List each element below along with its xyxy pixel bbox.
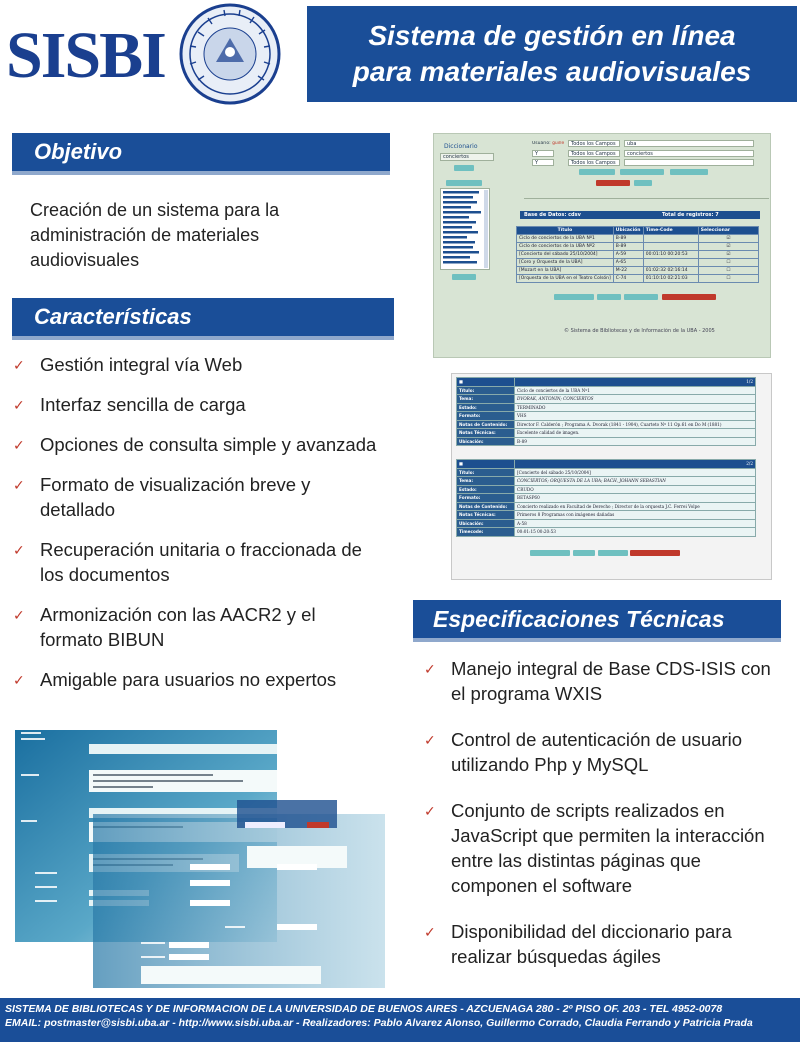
data-entry-collage xyxy=(15,730,385,988)
copyright-note: © Sistema de Bibliotecas y de Información de la UBA - 2005 xyxy=(564,328,715,334)
check-icon: ✓ xyxy=(13,542,25,558)
check-icon: ✓ xyxy=(13,357,25,373)
title-banner xyxy=(307,6,797,102)
dictionary-list[interactable] xyxy=(440,188,490,270)
check-icon: ✓ xyxy=(13,607,25,623)
dictionary-search-button[interactable] xyxy=(454,165,474,171)
query-label: Usuario: guille xyxy=(532,141,565,146)
results-table: Título Ubicación Time-Code Seleccionar Ciclo de conciertos de la UBA Nº1 B-89 ☑ Ciclo de conciertos de la UBA Nº2 B-89 ☑ [Concierto del sábado 25/10/2004] A-59 00:01:10 00:20:53 ☑ [Coro y Orquesta de la UBA] A-65 ☐ [Mozart en la UBA] M-22 01:02:32 02:16:14 ☐ [Orquesta de la UBA en el Teatro Colsón] C-74 01:10:10 02:21:03 ☐ xyxy=(516,226,759,283)
detail-select-all-button[interactable] xyxy=(530,550,570,556)
query-input-3[interactable] xyxy=(624,159,754,166)
list-item: ✓ Armonización con las AACR2 y el formato BIBUN xyxy=(13,604,316,650)
table-row[interactable]: Ciclo de conciertos de la UBA Nº1 B-89 ☑ xyxy=(517,235,759,243)
especificaciones-heading: Especificaciones Técnicas xyxy=(413,600,781,638)
check-icon: ✓ xyxy=(13,672,25,688)
sisbi-logo xyxy=(0,0,300,110)
logo-text: SISBI xyxy=(6,19,165,92)
check-icon: ✓ xyxy=(424,732,436,748)
dictionary-input[interactable]: conciertos xyxy=(440,153,494,161)
delete-selected-button[interactable] xyxy=(662,294,716,300)
objetivo-text: Creación de un sistema para la administración de materiales audiovisuales xyxy=(30,200,280,270)
caracteristicas-heading: Características xyxy=(12,298,394,336)
data-entry-forms-image xyxy=(15,730,385,988)
check-icon: ✓ xyxy=(13,397,25,413)
table-row[interactable]: [Coro y Orquesta de la UBA] A-65 ☐ xyxy=(517,259,759,267)
detail-delete-button[interactable] xyxy=(630,550,680,556)
caracteristicas-list xyxy=(13,352,383,692)
select-all-button[interactable] xyxy=(554,294,594,300)
list-item: ✓ Disponibilidad del diccionario para realizar búsquedas ágiles xyxy=(424,921,732,967)
table-row[interactable]: Ciclo de conciertos de la UBA Nº2 B-89 ☑ xyxy=(517,243,759,251)
detail-format-button[interactable] xyxy=(573,550,595,556)
title-line-1: Sistema de gestión en línea xyxy=(368,20,736,51)
field-select-3[interactable]: Todos los Campos xyxy=(568,159,620,166)
dictionary-ok-button[interactable] xyxy=(452,274,476,280)
list-item: ✓ Amigable para usuarios no expertos xyxy=(13,667,383,692)
list-item: ✓ Conjunto de scripts realizados en JavaScript que permiten la interacción entre las distintas páginas que componen el software xyxy=(424,800,765,896)
search-submit-button[interactable] xyxy=(596,180,630,186)
table-row[interactable]: [Concierto del sábado 25/10/2004] A-59 00:01:10 00:20:53 ☑ xyxy=(517,251,759,259)
detail-view-button[interactable] xyxy=(598,550,628,556)
detail-screenshot xyxy=(451,373,772,580)
field-select-1[interactable]: Todos los Campos xyxy=(568,140,620,147)
advanced-search-button[interactable] xyxy=(620,169,664,175)
clear-button[interactable] xyxy=(634,180,652,186)
list-item: ✓ Recuperación unitaria o fraccionada de los documentos xyxy=(13,539,362,585)
field-select-2[interactable]: Todos los Campos xyxy=(568,150,620,157)
view-selected-button[interactable] xyxy=(624,294,658,300)
list-item: ✓ Control de autenticación de usuario utilizando Php y MySQL xyxy=(424,729,743,775)
table-row[interactable]: [Orquesta de la UBA en el Teatro Colsón] C-74 01:10:10 02:21:03 ☐ xyxy=(517,275,759,283)
list-item: ✓ Manejo integral de Base CDS-ISIS con el programa WXIS xyxy=(424,658,771,704)
objetivo-heading: Objetivo xyxy=(12,133,390,171)
divider xyxy=(524,198,769,199)
dictionary-add-button[interactable] xyxy=(446,180,482,186)
record-2-table: ■ 2/2 Título: [Concierto del sábado 25/10/2004] Tema: CONCIERTOS; ORQUESTA DE LA UBA; BACH, JOHANN SEBASTIAN Estado: CRUDO Formato: BETASP60 Notas de Contenido: Concierto realizado en Facultad de Derecho ; Director de la orquesta J.C. Ferrei Volpe Notas Técnicas: Primeros 8 Programas con imágenes dañadas Ubicación: A-58 Timecode: 00:01:15 00:20:53 xyxy=(456,459,756,537)
check-icon: ✓ xyxy=(424,803,436,819)
instructions-button[interactable] xyxy=(670,169,708,175)
operator-select-2[interactable]: Y xyxy=(532,159,554,166)
list-item: ✓ Gestión integral vía Web xyxy=(13,352,383,377)
results-header-bar: Base de Datos: cdsv Total de registros: 7 xyxy=(520,211,760,219)
dictionary-entries xyxy=(441,189,489,269)
query-input-2[interactable]: conciertos xyxy=(624,150,754,157)
search-screenshot xyxy=(433,133,771,358)
table-row[interactable]: [Mozart en la UBA] M-22 01:02:32 02:16:14 ☐ xyxy=(517,267,759,275)
check-icon: ✓ xyxy=(424,924,436,940)
format-button[interactable] xyxy=(597,294,621,300)
list-item: ✓ Opciones de consulta simple y avanzada xyxy=(13,432,383,457)
query-input-1[interactable]: uba xyxy=(624,140,754,147)
dictionary-label: Diccionario xyxy=(444,143,478,150)
operator-select-1[interactable]: Y xyxy=(532,150,554,157)
check-icon: ✓ xyxy=(13,437,25,453)
uba-seal-icon xyxy=(178,2,282,106)
footer-address: SISTEMA DE BIBLIOTECAS Y DE INFORMACION DE LA UNIVERSIDAD DE BUENOS AIRES - AZCUENAGA 280 - 2º PISO OF. 203 - TEL 4952-0078 xyxy=(5,1003,723,1015)
especificaciones-list xyxy=(424,656,779,969)
list-item: ✓ Formato de visualización breve y detallado xyxy=(13,474,311,520)
title-line-2: para materiales audiovisuales xyxy=(352,56,752,87)
simple-search-button[interactable] xyxy=(579,169,615,175)
check-icon: ✓ xyxy=(13,477,25,493)
footer xyxy=(0,998,800,1042)
check-icon: ✓ xyxy=(424,661,436,677)
record-1-table: ■ 1/2 Título: Ciclo de conciertos de la UBA Nº1 Tema: DVORAK, ANTONIN; CONCIERTOS Estado: TERMINADO Formato: VHS Notas de Contenido: Director F. Calderón ; Programa A. Dvorak (1841 - 1904), Cuarteto Nº 11 Op.61 en Do M (1881) Notas Técnicas: Excelente calidad de imagen. Ubicación: B-89 xyxy=(456,377,756,446)
list-item: ✓ Interfaz sencilla de carga xyxy=(13,392,383,417)
footer-contact: EMAIL: postmaster@sisbi.uba.ar - http://www.sisbi.uba.ar - Realizadores: Pablo Alvarez Alonso, Guillermo Corrado, Claudia Ferrando y Patricia Prada xyxy=(5,1017,753,1029)
